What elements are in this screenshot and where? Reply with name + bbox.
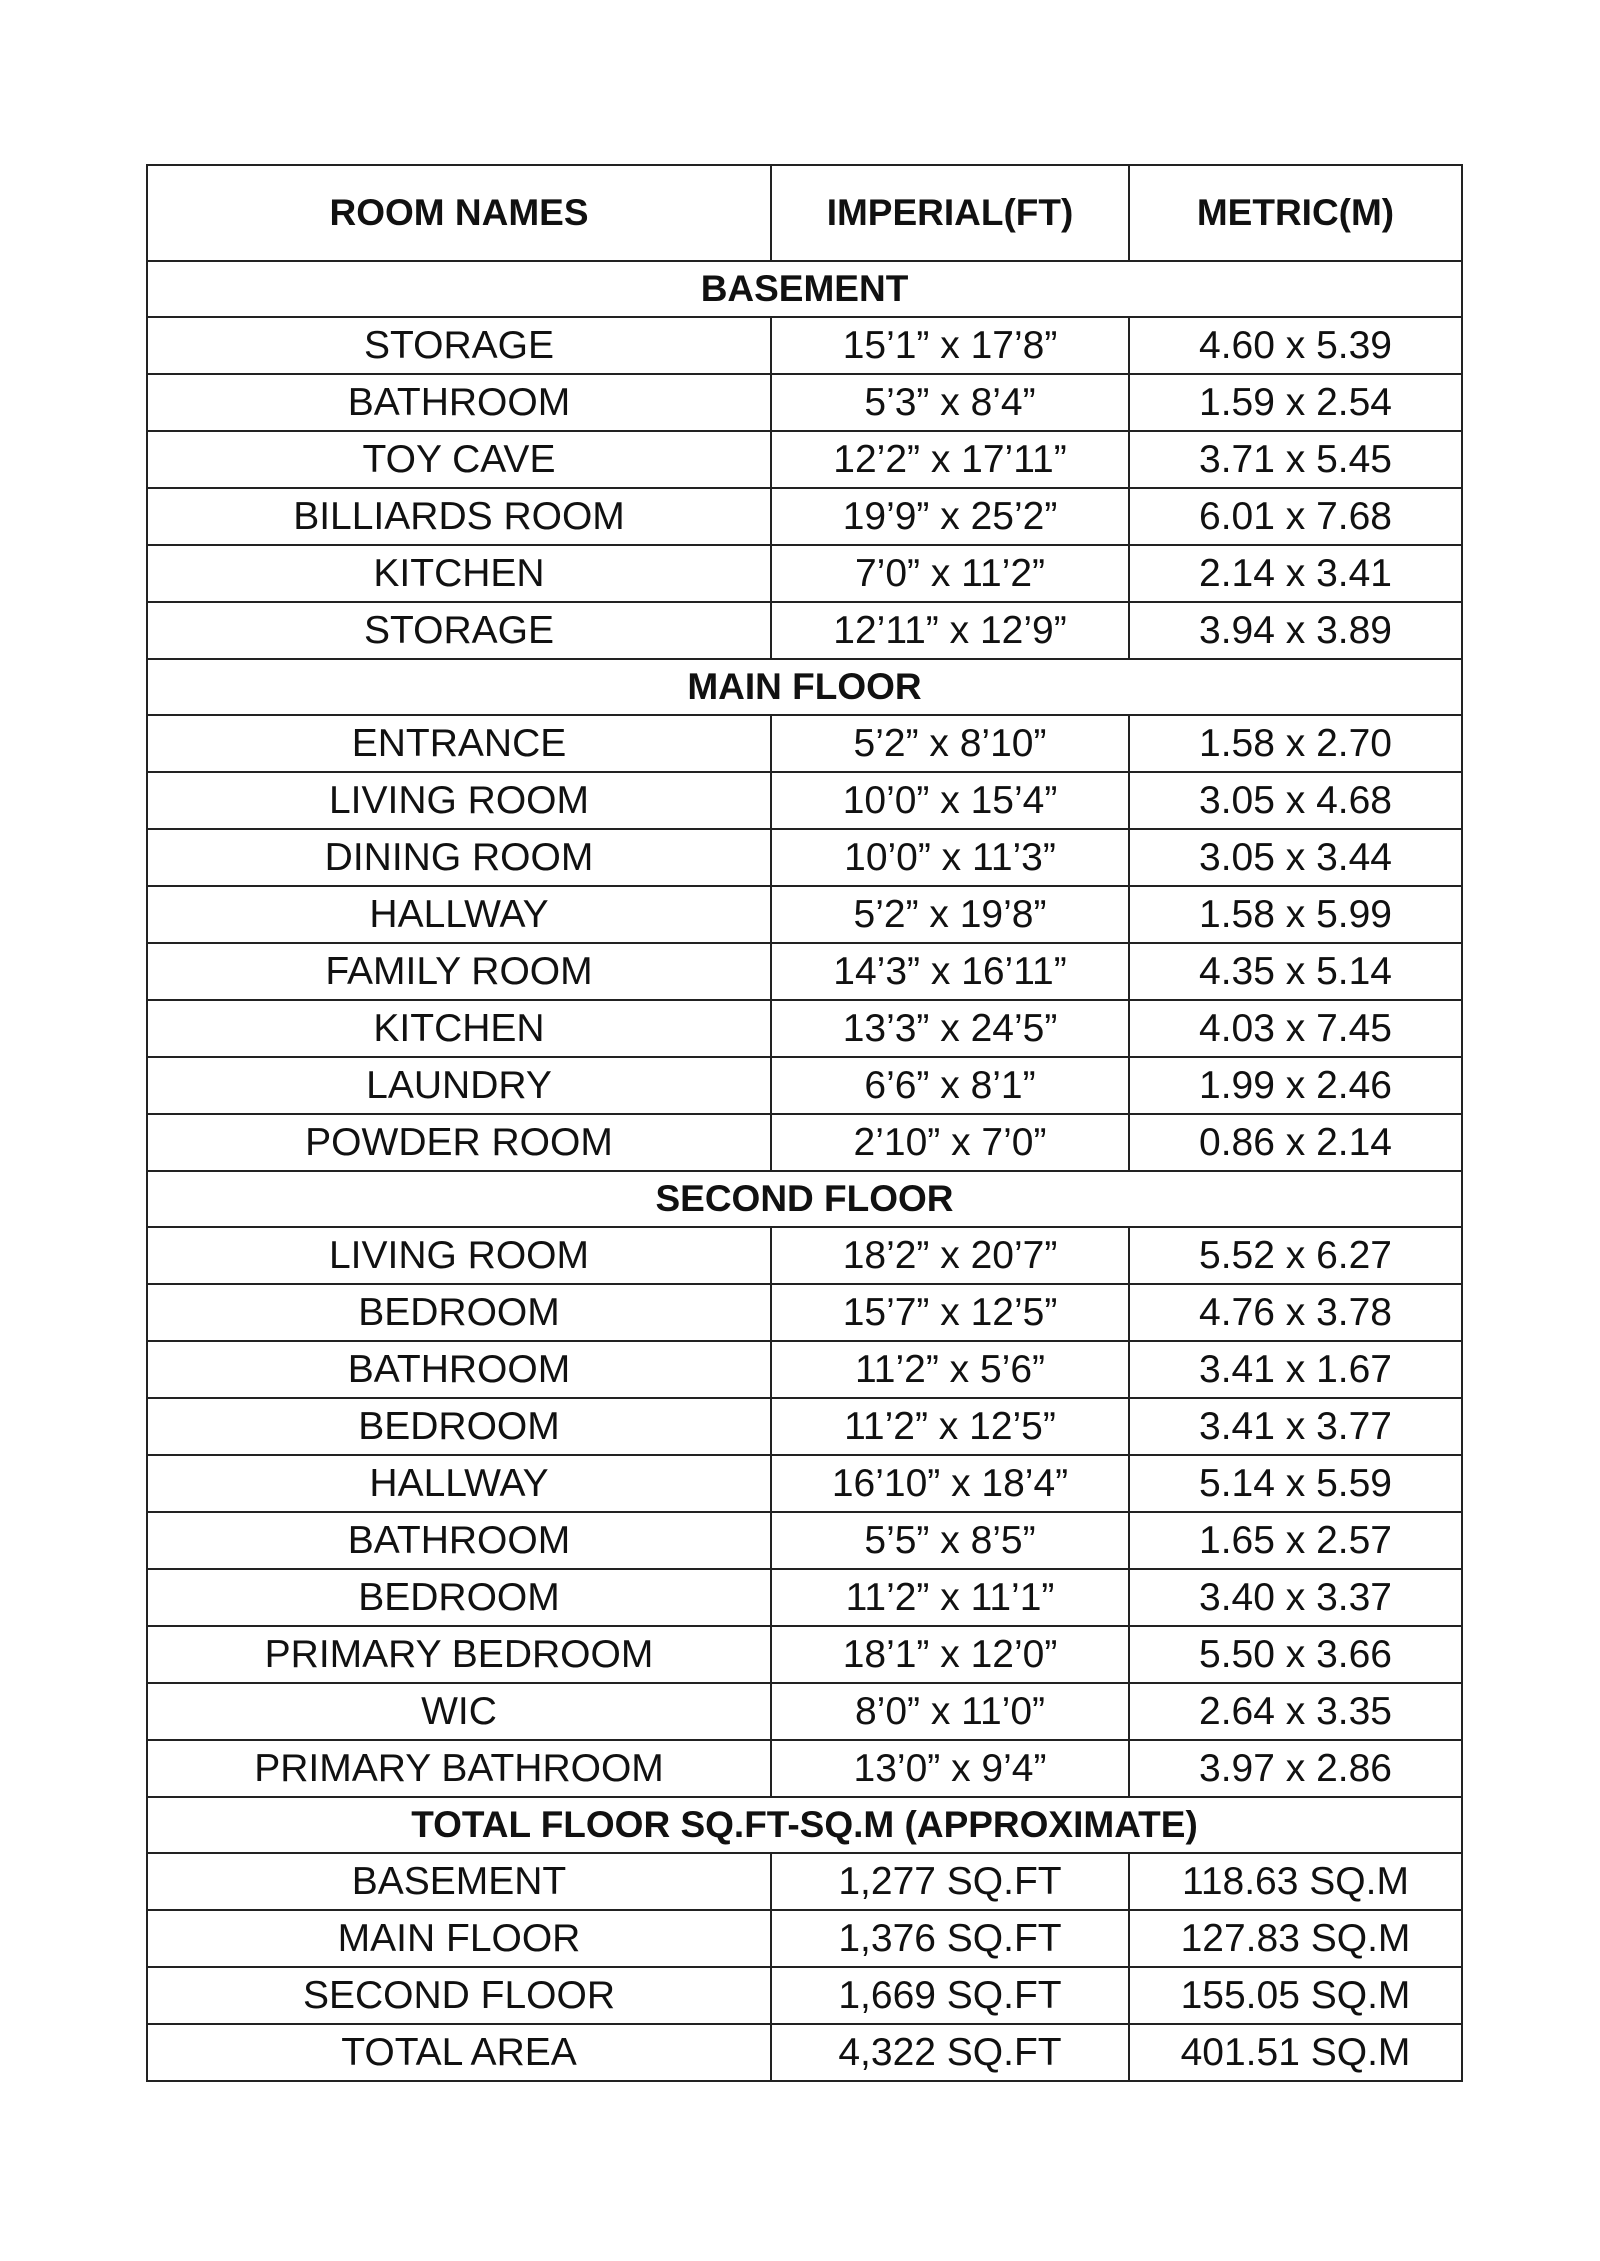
- metric-cell: 4.03 x 7.45: [1129, 1000, 1462, 1057]
- imperial-cell: 12’2” x 17’11”: [771, 431, 1129, 488]
- table-row: [147, 317, 1462, 374]
- table-row: [147, 374, 1462, 431]
- table-row: [147, 1000, 1462, 1057]
- table-row: [147, 1455, 1462, 1512]
- imperial-cell: 5’2” x 19’8”: [771, 886, 1129, 943]
- table-row: [147, 1057, 1462, 1114]
- room-name-cell: LAUNDRY: [147, 1057, 771, 1114]
- room-name-cell: BEDROOM: [147, 1569, 771, 1626]
- table-row: [147, 602, 1462, 659]
- metric-cell: 5.52 x 6.27: [1129, 1227, 1462, 1284]
- metric-cell: 155.05 SQ.M: [1129, 1967, 1462, 2024]
- table-row: [147, 715, 1462, 772]
- imperial-cell: 16’10” x 18’4”: [771, 1455, 1129, 1512]
- metric-cell: 5.14 x 5.59: [1129, 1455, 1462, 1512]
- table-row: [147, 2024, 1462, 2081]
- metric-cell: 1.65 x 2.57: [1129, 1512, 1462, 1569]
- imperial-cell: 1,669 SQ.FT: [771, 1967, 1129, 2024]
- imperial-cell: 1,277 SQ.FT: [771, 1853, 1129, 1910]
- imperial-cell: 18’1” x 12’0”: [771, 1626, 1129, 1683]
- section-title: MAIN FLOOR: [147, 659, 1462, 715]
- imperial-cell: 4,322 SQ.FT: [771, 2024, 1129, 2081]
- table-row: [147, 1114, 1462, 1171]
- imperial-cell: 11’2” x 12’5”: [771, 1398, 1129, 1455]
- metric-cell: 2.14 x 3.41: [1129, 545, 1462, 602]
- room-name-cell: KITCHEN: [147, 545, 771, 602]
- section-row: [147, 261, 1462, 317]
- room-name-cell: ENTRANCE: [147, 715, 771, 772]
- room-name-cell: KITCHEN: [147, 1000, 771, 1057]
- table-row: [147, 1740, 1462, 1797]
- section-row: [147, 659, 1462, 715]
- imperial-cell: 19’9” x 25’2”: [771, 488, 1129, 545]
- table-row: [147, 943, 1462, 1000]
- imperial-cell: 15’7” x 12’5”: [771, 1284, 1129, 1341]
- table-body: [147, 261, 1462, 2081]
- table-row: [147, 431, 1462, 488]
- metric-cell: 1.58 x 2.70: [1129, 715, 1462, 772]
- metric-cell: 4.60 x 5.39: [1129, 317, 1462, 374]
- metric-cell: 118.63 SQ.M: [1129, 1853, 1462, 1910]
- room-name-cell: BATHROOM: [147, 1512, 771, 1569]
- table-row: [147, 886, 1462, 943]
- room-dimensions-table: [146, 164, 1463, 2082]
- table-row: [147, 1967, 1462, 2024]
- imperial-cell: 15’1” x 17’8”: [771, 317, 1129, 374]
- table-row: [147, 829, 1462, 886]
- metric-cell: 4.35 x 5.14: [1129, 943, 1462, 1000]
- metric-cell: 3.05 x 3.44: [1129, 829, 1462, 886]
- room-name-cell: BATHROOM: [147, 1341, 771, 1398]
- room-name-cell: POWDER ROOM: [147, 1114, 771, 1171]
- imperial-cell: 1,376 SQ.FT: [771, 1910, 1129, 1967]
- room-name-cell: WIC: [147, 1683, 771, 1740]
- imperial-cell: 11’2” x 11’1”: [771, 1569, 1129, 1626]
- room-name-cell: HALLWAY: [147, 886, 771, 943]
- imperial-cell: 5’2” x 8’10”: [771, 715, 1129, 772]
- metric-cell: 3.40 x 3.37: [1129, 1569, 1462, 1626]
- metric-cell: 5.50 x 3.66: [1129, 1626, 1462, 1683]
- imperial-cell: 6’6” x 8’1”: [771, 1057, 1129, 1114]
- section-title: TOTAL FLOOR SQ.FT-SQ.M (APPROXIMATE): [147, 1797, 1462, 1853]
- table-row: [147, 1341, 1462, 1398]
- metric-cell: 1.59 x 2.54: [1129, 374, 1462, 431]
- metric-cell: 3.71 x 5.45: [1129, 431, 1462, 488]
- table-row: [147, 545, 1462, 602]
- table-row: [147, 1512, 1462, 1569]
- table-row: [147, 1626, 1462, 1683]
- imperial-cell: 18’2” x 20’7”: [771, 1227, 1129, 1284]
- room-name-cell: SECOND FLOOR: [147, 1967, 771, 2024]
- header-row: [147, 165, 1462, 261]
- metric-cell: 1.99 x 2.46: [1129, 1057, 1462, 1114]
- room-name-cell: PRIMARY BEDROOM: [147, 1626, 771, 1683]
- room-name-cell: LIVING ROOM: [147, 772, 771, 829]
- room-name-cell: BILLIARDS ROOM: [147, 488, 771, 545]
- imperial-cell: 10’0” x 11’3”: [771, 829, 1129, 886]
- metric-cell: 6.01 x 7.68: [1129, 488, 1462, 545]
- metric-cell: 3.94 x 3.89: [1129, 602, 1462, 659]
- room-name-cell: TOY CAVE: [147, 431, 771, 488]
- metric-cell: 3.41 x 1.67: [1129, 1341, 1462, 1398]
- section-title: BASEMENT: [147, 261, 1462, 317]
- room-name-cell: BEDROOM: [147, 1284, 771, 1341]
- table-row: [147, 1683, 1462, 1740]
- room-name-cell: STORAGE: [147, 602, 771, 659]
- metric-cell: 0.86 x 2.14: [1129, 1114, 1462, 1171]
- metric-cell: 1.58 x 5.99: [1129, 886, 1462, 943]
- room-name-cell: FAMILY ROOM: [147, 943, 771, 1000]
- header-metric: METRIC(M): [1129, 165, 1462, 261]
- metric-cell: 3.05 x 4.68: [1129, 772, 1462, 829]
- table-row: [147, 1910, 1462, 1967]
- table-row: [147, 1853, 1462, 1910]
- imperial-cell: 2’10” x 7’0”: [771, 1114, 1129, 1171]
- room-name-cell: BEDROOM: [147, 1398, 771, 1455]
- metric-cell: 4.76 x 3.78: [1129, 1284, 1462, 1341]
- imperial-cell: 5’5” x 8’5”: [771, 1512, 1129, 1569]
- table-row: [147, 772, 1462, 829]
- section-row: [147, 1171, 1462, 1227]
- room-name-cell: TOTAL AREA: [147, 2024, 771, 2081]
- table-row: [147, 1569, 1462, 1626]
- section-title: SECOND FLOOR: [147, 1171, 1462, 1227]
- table-row: [147, 1227, 1462, 1284]
- imperial-cell: 12’11” x 12’9”: [771, 602, 1129, 659]
- imperial-cell: 7’0” x 11’2”: [771, 545, 1129, 602]
- room-name-cell: DINING ROOM: [147, 829, 771, 886]
- imperial-cell: 13’0” x 9’4”: [771, 1740, 1129, 1797]
- imperial-cell: 14’3” x 16’11”: [771, 943, 1129, 1000]
- room-name-cell: BASEMENT: [147, 1853, 771, 1910]
- imperial-cell: 8’0” x 11’0”: [771, 1683, 1129, 1740]
- metric-cell: 401.51 SQ.M: [1129, 2024, 1462, 2081]
- metric-cell: 127.83 SQ.M: [1129, 1910, 1462, 1967]
- table-row: [147, 1284, 1462, 1341]
- metric-cell: 2.64 x 3.35: [1129, 1683, 1462, 1740]
- room-name-cell: MAIN FLOOR: [147, 1910, 771, 1967]
- room-name-cell: STORAGE: [147, 317, 771, 374]
- imperial-cell: 11’2” x 5’6”: [771, 1341, 1129, 1398]
- table-row: [147, 1398, 1462, 1455]
- section-row: [147, 1797, 1462, 1853]
- imperial-cell: 5’3” x 8’4”: [771, 374, 1129, 431]
- room-name-cell: HALLWAY: [147, 1455, 771, 1512]
- metric-cell: 3.97 x 2.86: [1129, 1740, 1462, 1797]
- room-name-cell: LIVING ROOM: [147, 1227, 771, 1284]
- table-row: [147, 488, 1462, 545]
- header-imperial: IMPERIAL(FT): [771, 165, 1129, 261]
- room-name-cell: BATHROOM: [147, 374, 771, 431]
- room-name-cell: PRIMARY BATHROOM: [147, 1740, 771, 1797]
- header-room-names: ROOM NAMES: [147, 165, 771, 261]
- metric-cell: 3.41 x 3.77: [1129, 1398, 1462, 1455]
- imperial-cell: 10’0” x 15’4”: [771, 772, 1129, 829]
- imperial-cell: 13’3” x 24’5”: [771, 1000, 1129, 1057]
